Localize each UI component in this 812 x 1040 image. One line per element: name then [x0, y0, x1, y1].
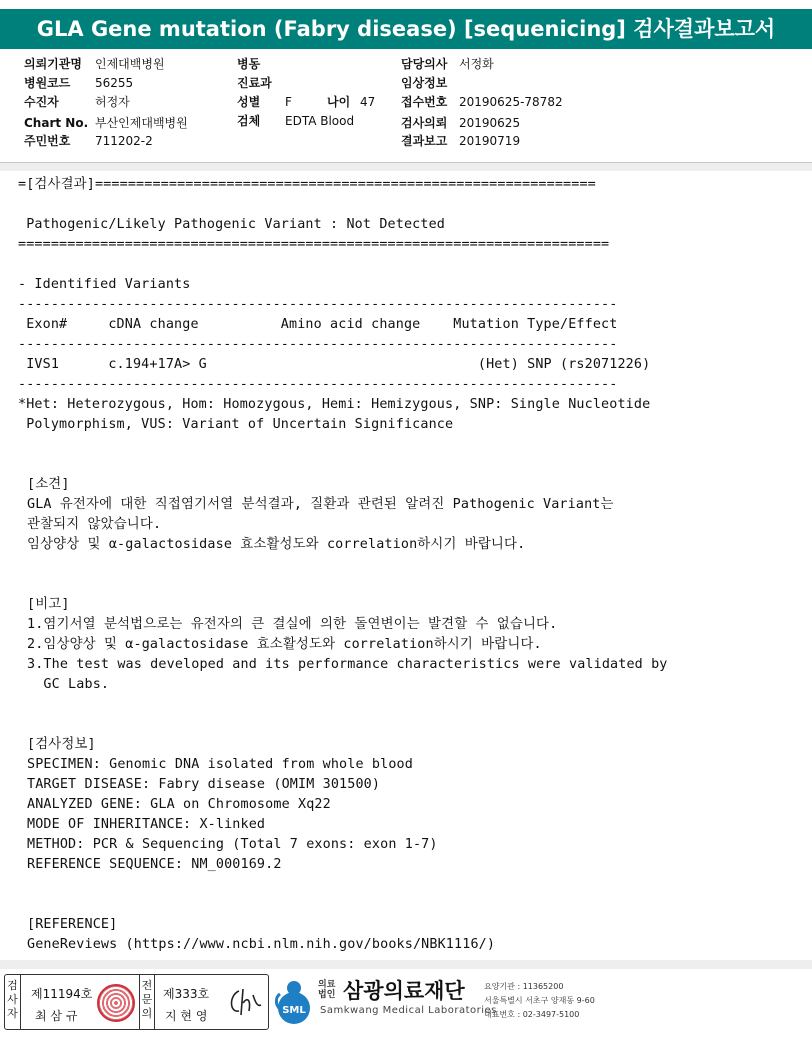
header-gray-strip: [0, 163, 812, 171]
remark-line-3: 3.The test was developed and its performance characteristics were validated by: [27, 657, 668, 672]
remark-title: [비고]: [27, 597, 70, 612]
footer-gray-strip: [0, 960, 812, 969]
sex-value: F: [285, 95, 292, 109]
institution-code: 요양기관 : 11365200: [484, 982, 564, 991]
reference-link[interactable]: GeneReviews (https://www.ncbi.nlm.nih.gov/books/NBK1116/): [27, 937, 496, 952]
report-date-label: 결과보고: [401, 134, 448, 148]
footnote-line-1: *Het: Heterozygous, Hom: Homozygous, Hemi: Hemizygous, SNP: Single Nucleotide: [18, 397, 651, 412]
examiner-seal-icon: [97, 984, 135, 1022]
inheritance-info: MODE OF INHERITANCE: X-linked: [27, 817, 266, 832]
method-info: METHOD: PCR & Sequencing (Total 7 exons: exon 1-7): [27, 837, 438, 852]
doctor-label: 담당의사: [401, 57, 448, 71]
pathogenic-variant-line: Pathogenic/Likely Pathogenic Variant : Not Detected: [18, 217, 446, 232]
hospital-code-label: 병원코드: [24, 76, 71, 90]
doctor-value: 서정화: [459, 57, 494, 71]
examiner-label: 검사자: [5, 975, 21, 1029]
rule-mid: -------------------------------------------------------------------------: [18, 337, 618, 352]
remark-line-1: 1.염기서열 분석법으로는 유전자의 큰 결실에 의한 돌연변이는 발견할 수 없습니다.: [27, 617, 558, 632]
clinical-info-label: 임상정보: [401, 76, 448, 90]
double-rule: ========================================================================: [18, 237, 610, 252]
examiner-license: 제11194호: [31, 987, 93, 1001]
identified-variants-title: - Identified Variants: [18, 277, 191, 292]
receipt-no-label: 접수번호: [401, 95, 448, 109]
opinion-title: [소견]: [27, 477, 70, 492]
foundation-name: 삼광의료재단: [343, 979, 465, 1003]
variant-table-header: Exon# cDNA change Amino acid change Mutation Type/Effect: [18, 317, 618, 332]
analyzed-gene-info: ANALYZED GENE: GLA on Chromosome Xq22: [27, 797, 331, 812]
variant-table-row: IVS1 c.194+17A> G (Het) SNP (rs2071226): [18, 357, 651, 372]
report-footer: [0, 972, 812, 1040]
chart-no-label: Chart No.: [24, 116, 89, 130]
report-title: GLA Gene mutation (Fabry disease) [sequenicing] 검사결과보고서: [0, 9, 812, 49]
patient-header: [0, 52, 812, 160]
receipt-no-value: 20190625-78782: [459, 95, 563, 109]
sml-logo-icon: [272, 978, 316, 1026]
footnote-line-2: Polymorphism, VUS: Variant of Uncertain Significance: [18, 417, 454, 432]
reference-title: [REFERENCE]: [27, 917, 118, 932]
specimen-info: SPECIMEN: Genomic DNA isolated from whole blood: [27, 757, 413, 772]
signature-box: [4, 974, 269, 1030]
sex-label: 성별: [237, 95, 261, 109]
patient-value: 허정자: [95, 95, 130, 109]
chart-no-value: 부산인제대백병원: [95, 116, 188, 130]
remark-line-4: GC Labs.: [27, 677, 110, 692]
specialist-label: 전문의: [139, 975, 155, 1029]
foundation-phone: 대표번호 : 02-3497-5100: [484, 1010, 580, 1019]
department-label: 진료과: [237, 76, 272, 90]
test-info-title: [검사정보]: [27, 737, 96, 752]
examiner-name: 최 삼 규: [35, 1009, 78, 1023]
ward-label: 병동: [237, 57, 261, 71]
hospital-name-value: 인제대백병원: [95, 57, 165, 71]
request-date-label: 검사의뢰: [401, 116, 448, 130]
opinion-line-1: GLA 유전자에 대한 직접염기서열 분석결과, 질환과 관련된 알려진 Pathogenic Variant는: [27, 497, 614, 512]
opinion-line-2: 관찰되지 않았습니다.: [27, 517, 162, 532]
opinion-line-3: 임상양상 및 α-galactosidase 효소활성도와 correlation하시기 바랍니다.: [27, 537, 526, 552]
patient-label: 수진자: [24, 95, 59, 109]
specimen-label: 검체: [237, 114, 261, 128]
foundation-english-name: Samkwang Medical Laboratories: [320, 1005, 497, 1016]
report-date-value: 20190719: [459, 134, 521, 148]
age-value: 47: [360, 95, 376, 109]
specimen-value: EDTA Blood: [285, 114, 355, 128]
resident-no-value: 711202-2: [95, 134, 153, 148]
hospital-code-value: 56255: [95, 76, 134, 90]
specialist-name: 지 현 영: [165, 1009, 208, 1023]
hospital-name-label: 의뢰기관명: [24, 57, 82, 71]
rule-bottom: -------------------------------------------------------------------------: [18, 377, 618, 392]
resident-no-label: 주민번호: [24, 134, 71, 148]
remark-line-2: 2.임상양상 및 α-galactosidase 효소활성도와 correlation하시기 바랍니다.: [27, 637, 542, 652]
age-label: 나이: [327, 95, 351, 109]
reference-sequence-info: REFERENCE SEQUENCE: NM_000169.2: [27, 857, 282, 872]
request-date-value: 20190625: [459, 116, 521, 130]
rule-top: -------------------------------------------------------------------------: [18, 297, 618, 312]
foundation-address: 서울특별시 서초구 양재동 9-60: [484, 996, 595, 1005]
legal-entity-label: 의료법인: [318, 980, 336, 1000]
signature-icon: [225, 985, 263, 1019]
target-disease-info: TARGET DISEASE: Fabry disease (OMIM 301500): [27, 777, 381, 792]
sml-logo-text: SML: [282, 1005, 306, 1016]
specialist-license: 제333호: [163, 987, 210, 1001]
result-section-header: =[검사결과]=============================================================: [18, 177, 596, 192]
